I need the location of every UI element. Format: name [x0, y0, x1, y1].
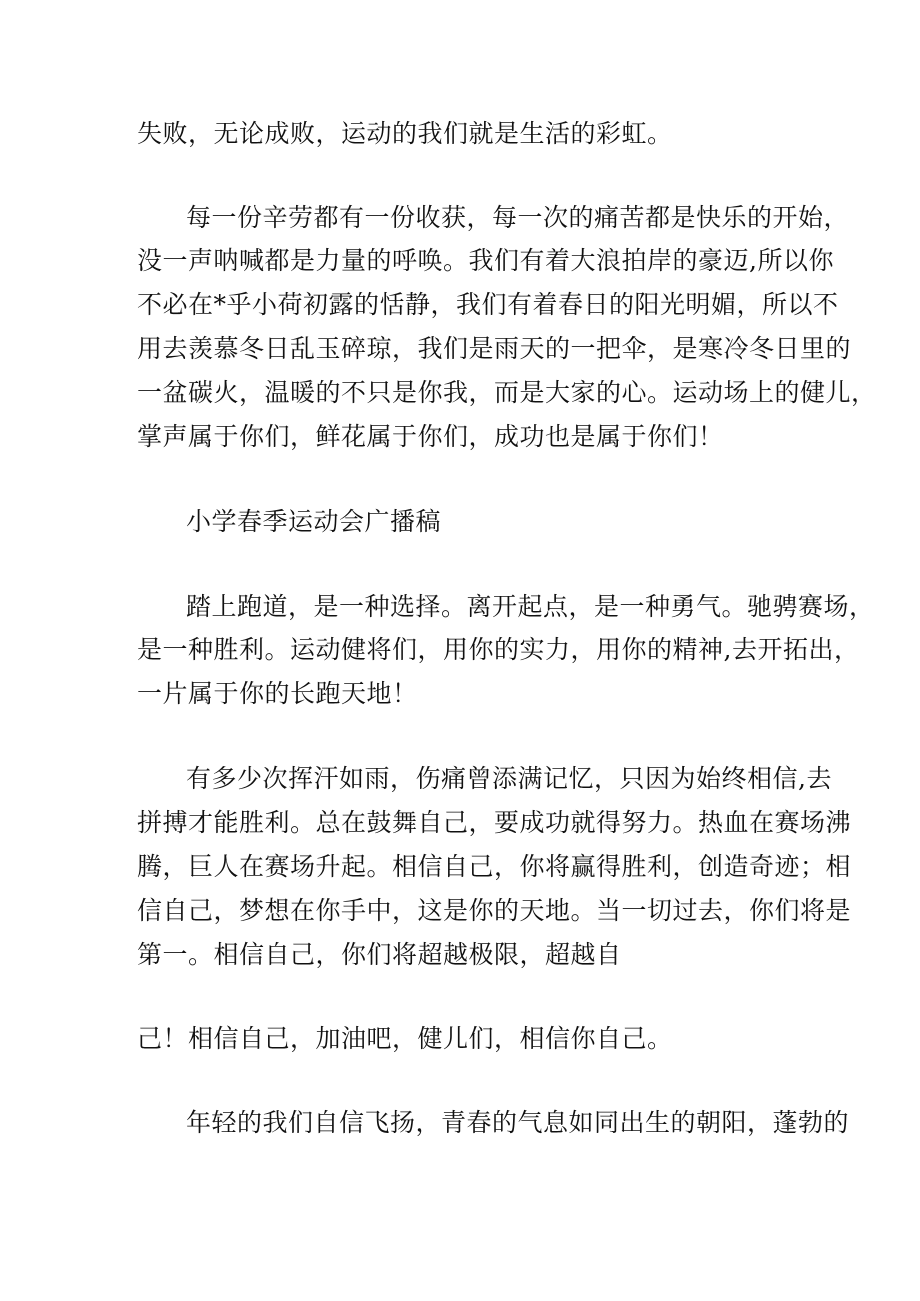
text-line: 不必在*乎小荷初露的恬静，我们有着春日的阳光明媚，所以不 [137, 290, 839, 319]
text-line: 拼搏才能胜利。总在鼓舞自己，要成功就得努力。热血在赛场沸 [137, 808, 852, 837]
text-line: 腾，巨人在赛场升起。相信自己，你将赢得胜利，创造奇迹；相 [137, 852, 852, 881]
text-line: 踏上跑道，是一种选择。离开起点，是一种勇气。驰骋赛场， [186, 592, 875, 621]
text-line: 掌声属于你们，鲜花属于你们，成功也是属于你们！ [137, 422, 724, 451]
text-line: 是一种胜利。运动健将们，用你的实力，用你的精神,去开拓出， [137, 635, 860, 664]
text-line: 失败，无论成败，运动的我们就是生活的彩虹。 [137, 119, 673, 148]
text-line: 信自己，梦想在你手中，这是你的天地。当一切过去，你们将是 [137, 896, 852, 925]
text-line: 己！相信自己，加油吧，健儿们，相信你自己。 [137, 1024, 673, 1053]
text-line: 用去羡慕冬日乱玉碎琼，我们是雨天的一把伞，是寒冷冬日里的 [137, 334, 852, 363]
text-line: 第一。相信自己，你们将超越极限，超越自 [137, 940, 622, 969]
text-line: 没一声呐喊都是力量的呼唤。我们有着大浪拍岸的豪迈,所以你 [137, 246, 834, 275]
text-line: 每一份辛劳都有一份收获，每一次的痛苦都是快乐的开始， [186, 203, 850, 232]
text-line: 年轻的我们自信飞扬，青春的气息如同出生的朝阳，蓬勃的 [186, 1108, 850, 1137]
text-line: 一盆碳火，温暖的不只是你我，而是大家的心。运动场上的健儿， [137, 378, 877, 407]
text-line: 小学春季运动会广播稿 [186, 507, 442, 536]
text-line: 有多少次挥汗如雨，伤痛曾添满记忆，只因为始终相信,去 [186, 764, 832, 793]
text-line: 一片属于你的长跑天地！ [137, 679, 418, 708]
